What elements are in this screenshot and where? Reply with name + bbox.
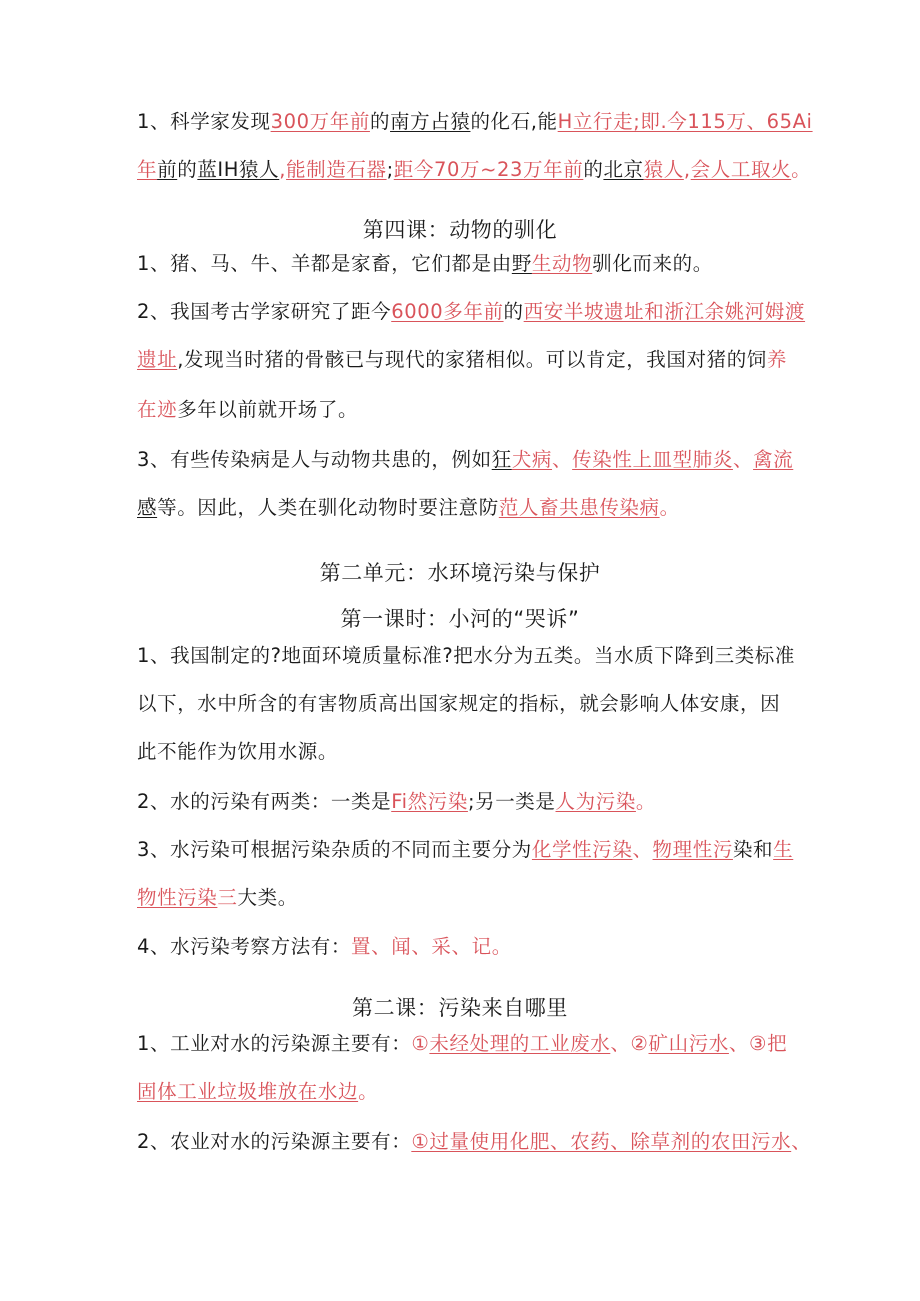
answer-text: 未经处理的工业废水 bbox=[429, 1032, 611, 1055]
answer-text: 能制造石器 bbox=[286, 158, 387, 181]
answer-text: 狂 bbox=[491, 448, 512, 471]
body-text: 4、水污染考察方法有： bbox=[137, 935, 352, 958]
answer-text: 西安半坡遗址和浙江余姚河姆渡 bbox=[523, 300, 806, 323]
answer-text: 在迹 bbox=[137, 398, 178, 421]
answer-text: 。 bbox=[358, 1080, 379, 1103]
body-text: 3、有些传染病是人与动物共患的，例如 bbox=[137, 448, 492, 471]
answer-text: 。 bbox=[635, 790, 657, 813]
text-line bbox=[137, 826, 794, 874]
answer-text: 禽流 bbox=[753, 448, 794, 471]
answer-text: 300万年前 bbox=[270, 110, 370, 133]
section-heading: 第四课：动物的驯化 bbox=[362, 218, 558, 242]
body-text: ,发现当时猪的骨骸已与现代的家猪相似。可以肯定，我国对猪的饲 bbox=[177, 348, 767, 371]
answer-text: H立行走;即.今115万、65Ai bbox=[557, 110, 813, 133]
body-text: 等。因此，人类在驯化动物时要注意防 bbox=[157, 496, 499, 519]
answer-text: 物理性污 bbox=[652, 838, 733, 861]
body-text: 的 bbox=[583, 158, 604, 181]
answer-text: 。 bbox=[791, 158, 812, 181]
answer-text: 生动物 bbox=[531, 252, 593, 275]
text-line bbox=[137, 680, 785, 728]
text-line bbox=[137, 1118, 812, 1166]
text-line bbox=[137, 386, 785, 434]
answer-text: , bbox=[683, 158, 691, 181]
text-line bbox=[137, 98, 813, 146]
text-line bbox=[137, 240, 785, 288]
answer-text: Fi然污染 bbox=[391, 790, 468, 813]
body-text: 2、我国考古学家研究了距今 bbox=[137, 300, 392, 323]
answer-text: 、② bbox=[610, 1032, 649, 1055]
answer-text: 北京 bbox=[603, 158, 644, 181]
answer-text: 6000多年前 bbox=[391, 300, 504, 323]
body-text: 1、科学家发现 bbox=[137, 110, 271, 133]
answer-text: 猿人 bbox=[643, 158, 684, 181]
answer-text: 生 bbox=[773, 838, 794, 861]
body-text: ;另一类是 bbox=[467, 790, 556, 813]
body-text: 1、猪、马、牛、羊都是家畜，它们都是由 bbox=[137, 252, 512, 275]
answer-text: 物性污染 bbox=[137, 886, 218, 909]
answer-text: 、 bbox=[791, 1130, 812, 1153]
answer-text: 会人工取火 bbox=[690, 158, 792, 181]
text-line bbox=[137, 874, 785, 922]
body-text: 2、农业对水的污染源主要有： bbox=[137, 1130, 412, 1153]
body-text: 2、水的污染有两类：一类是 bbox=[137, 790, 392, 813]
answer-text: ①过量使用化肥、农药、除草剂的农田污水 bbox=[411, 1130, 792, 1153]
text-line bbox=[137, 632, 796, 680]
answer-text: 野 bbox=[511, 252, 532, 275]
answer-text: 矿山污水 bbox=[648, 1032, 729, 1055]
body-text: 多年以前就开场了。 bbox=[177, 398, 359, 421]
answer-text: 固体工业垃圾堆放在水边 bbox=[137, 1080, 359, 1103]
answer-text: 三 bbox=[217, 886, 238, 909]
text-line bbox=[137, 436, 794, 484]
answer-text: 化学性污染 bbox=[531, 838, 633, 861]
text-line bbox=[137, 923, 785, 971]
answer-text: 南方占猿 bbox=[390, 110, 471, 133]
body-text: 驯化而来的。 bbox=[592, 252, 713, 275]
body-text: 1、工业对水的污染源主要有： bbox=[137, 1032, 412, 1055]
body-text: 以下，水中所含的有害物质高出国家规定的指标，就会影响人体安康，因 bbox=[137, 692, 781, 715]
body-text: 3、水污染可根据污染杂质的不同而主要分为 bbox=[137, 838, 532, 861]
body-text: 的化石,能 bbox=[470, 110, 558, 133]
answer-text: 蓝IH猿人 bbox=[197, 158, 280, 181]
text-line bbox=[137, 1020, 788, 1068]
answer-text: 置、闻、采、记。 bbox=[351, 935, 512, 958]
text-line bbox=[137, 484, 785, 532]
section-heading: 第二课：污染来自哪里 bbox=[352, 996, 568, 1020]
answer-text: 。 bbox=[659, 496, 680, 519]
answer-text: 年 bbox=[137, 158, 158, 181]
body-text: 的 bbox=[503, 300, 524, 323]
answer-text: 范人畜共患传染病 bbox=[498, 496, 660, 519]
body-text: 的 bbox=[369, 110, 391, 133]
body-text: ; bbox=[386, 158, 394, 181]
section-heading: 第一课时：小河的“哭诉” bbox=[340, 607, 580, 631]
answer-text: ① bbox=[411, 1032, 430, 1055]
body-text: 染和 bbox=[732, 838, 774, 861]
body-text: 大类。 bbox=[237, 886, 298, 909]
answer-text: 、 bbox=[732, 448, 754, 471]
answer-text: 、③把 bbox=[728, 1032, 788, 1055]
text-line bbox=[137, 288, 806, 336]
body-text: 1、我国制定的?地面环境质量标准?把水分为五类。当水质下降到三类标准 bbox=[137, 644, 796, 667]
answer-text: 、 bbox=[632, 838, 653, 861]
answer-text: , bbox=[279, 158, 287, 181]
answer-text: 感 bbox=[137, 496, 158, 519]
answer-text: 遗址 bbox=[137, 348, 178, 371]
text-line bbox=[137, 146, 812, 194]
answer-text: 前 bbox=[157, 158, 178, 181]
section-heading: 第二单元：水环境污染与保护 bbox=[319, 561, 601, 585]
text-line bbox=[137, 778, 785, 826]
body-text: 此不能作为饮用水源。 bbox=[137, 740, 339, 763]
answer-text: 、 bbox=[552, 448, 573, 471]
text-line bbox=[137, 336, 788, 384]
answer-text: 养 bbox=[766, 348, 788, 371]
text-line bbox=[137, 1068, 785, 1116]
body-text: 的 bbox=[177, 158, 198, 181]
answer-text: 距今70万~23万年前 bbox=[393, 158, 584, 181]
answer-text: 犬病 bbox=[511, 448, 553, 471]
answer-text: 传染性上皿型肺炎 bbox=[572, 448, 733, 471]
answer-text: 人为污染 bbox=[555, 790, 636, 813]
text-line bbox=[137, 728, 785, 776]
